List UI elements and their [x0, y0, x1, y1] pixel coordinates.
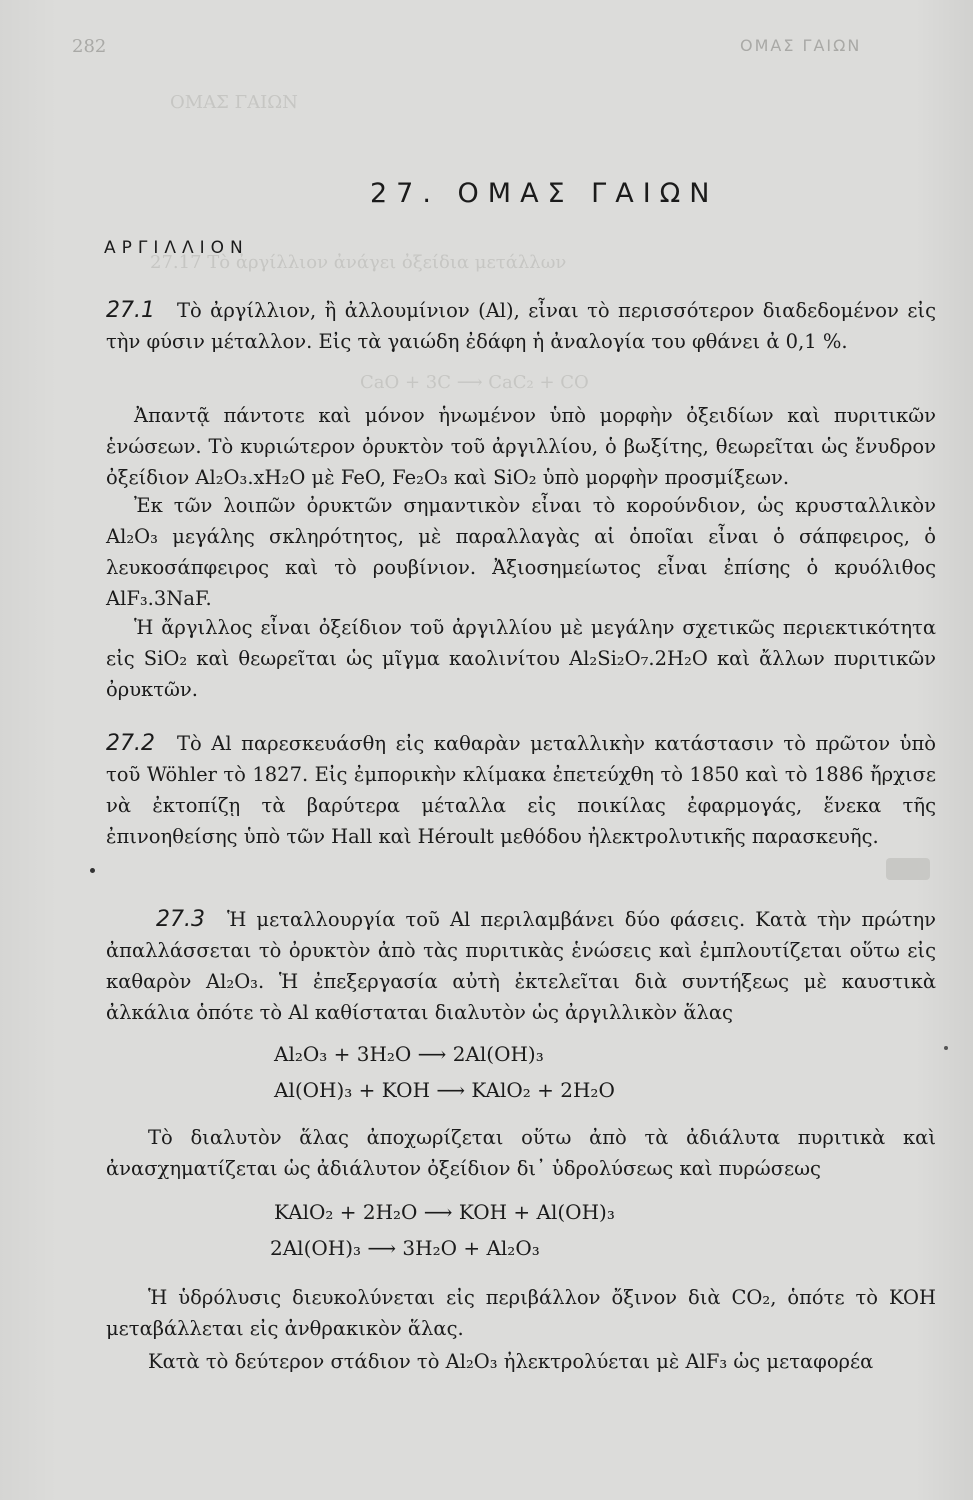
paragraph: Τὸ διαλυτὸν ἅλας ἀποχωρίζεται οὕτω ἀπὸ τὰ ἀδιάλυτα πυριτικὰ καὶ ἀνασχηματίζεται ὡς ἀδιάλυτον ὀξείδιον δι᾽ ὑδρολύσεως καὶ πυρώσεως: [106, 1126, 936, 1180]
paragraph: Ἐκ τῶν λοιπῶν ὀρυκτῶν σημαντικὸν εἶναι τὸ κορούνδιον, ὡς κρυσταλλικὸν Al₂O₃ μεγάλης σκληρότητος, μὲ παραλλαγὰς αἱ ὁποῖαι εἶναι ὁ σάπφειρος, ὁ λευκοσάπφειρος καὶ τὸ ρουβίνιον. Ἀξιοσημείωτος εἶναι ἐπίσης ὁ κρυόλιθος AlF₃.3NaF.: [106, 494, 936, 610]
scan-artifact: [90, 868, 95, 873]
bleed-through-text: 27.17 Τὸ ἀργίλλιον ἀνάγει ὀξείδια μετάλλων: [150, 252, 567, 273]
paragraph-text: Ἡ μεταλλουργία τοῦ Al περιλαμβάνει δύο φάσεις. Κατὰ τὴν πρώτην ἀπαλλάσσεται τὸ ὀρυκτὸν ἀπὸ τὰς πυριτικὰς ἑνώσεις καὶ ἐμπλουτίζεται οὕτω εἰς καθαρὸν Al₂O₃. Ἡ ἐπεξεργασία αὐτὴ ἐκτελεῖται διὰ συντήξεως μὲ καυστικὰ ἀλκάλια ὁπότε τὸ Al καθίσταται διαλυτὸν ὡς ἀργιλλικὸν ἅλας: [106, 908, 936, 1024]
paragraph: Ἡ ὑδρόλυσις διευκολύνεται εἰς περιβάλλον ὄξινον διὰ CO₂, ὁπότε τὸ KOH μεταβάλλεται εἰς ἀνθρακικὸν ἅλας.: [106, 1286, 936, 1340]
section-number: 27.3: [156, 907, 205, 932]
paragraph-27-3: [106, 904, 936, 1028]
equation: Al₂O₃ + 3H₂O ⟶ 2Al(OH)₃: [274, 1042, 544, 1066]
section-number: 27.2: [106, 731, 155, 756]
page-number: 282: [72, 36, 107, 57]
chapter-title: 27. ΟΜΑΣ ΓΑΙΩΝ: [370, 178, 719, 209]
scan-artifact: [886, 858, 930, 880]
paragraph-text: Τὸ ἀργίλλιον, ἢ ἀλλουμίνιον (Al), εἶναι τὸ περισσότερον διαδεδομένον εἰς τὴν φύσιν μέταλλον. Εἰς τὰ γαιώδη ἐδάφη ἡ ἀναλογία του φθάνει ἀ 0,1 %.: [106, 299, 936, 353]
section-title: ΑΡΓΙΛΛΙΟΝ: [104, 238, 249, 258]
equation: 2Al(OH)₃ ⟶ 3H₂O + Al₂O₃: [270, 1236, 540, 1260]
paragraph-text: Τὸ Al παρεσκευάσθη εἰς καθαρὰν μεταλλικὴν κατάστασιν τὸ πρῶτον ὑπὸ τοῦ Wöhler τὸ 1827. Εἰς ἐμπορικὴν κλίμακα ἐπετεύχθη τὸ 1850 καὶ τὸ 1886 ἤρχισε νὰ ἐκτοπίζῃ τὰ βαρύτερα μέταλλα εἰς ποικίλας ἐφαρμογάς, ἕνεκα τῆς ἐπινοηθείσης ὑπὸ τῶν Hall καὶ Héroult μεθόδου ἠλεκτρολυτικῆς παρασκευῆς.: [106, 732, 936, 848]
paragraph-27-1: [106, 295, 936, 357]
running-header: ΟΜΑΣ ΓΑΙΩΝ: [740, 36, 862, 55]
bleed-through-text: ΟΜΑΣ ΓΑΙΩΝ: [170, 92, 298, 113]
paragraph: Ἀπαντᾷ πάντοτε καὶ μόνον ἡνωμένον ὑπὸ μορφὴν ὀξειδίων καὶ πυριτικῶν ἑνώσεων. Τὸ κυριώτερον ὀρυκτὸν τοῦ ἀργιλλίου, ὁ βωξίτης, θεωρεῖται ὡς ἔνυδρον ὀξείδιον Al₂O₃.xH₂O μὲ FeO, Fe₂O₃ καὶ SiO₂ ὑπὸ μορφὴν προσμίξεων.: [106, 404, 936, 489]
equation: Al(OH)₃ + KOH ⟶ KAlO₂ + 2H₂O: [274, 1078, 615, 1102]
section-number: 27.1: [106, 298, 155, 323]
scan-artifact: [944, 1046, 948, 1050]
equation: KAlO₂ + 2H₂O ⟶ KOH + Al(OH)₃: [274, 1200, 615, 1224]
paragraph-27-2: [106, 728, 936, 852]
bleed-through-equation: CaO + 3C ⟶ CaC₂ + CO: [360, 372, 589, 393]
paragraph: Κατὰ τὸ δεύτερον στάδιον τὸ Al₂O₃ ἠλεκτρολύεται μὲ AlF₃ ὡς μεταφορέα: [148, 1350, 874, 1373]
paragraph: Ἡ ἄργιλλος εἶναι ὀξείδιον τοῦ ἀργιλλίου μὲ μεγάλην σχετικῶς περιεκτικότητα εἰς SiO₂ καὶ θεωρεῖται ὡς μῖγμα καολινίτου Al₂Si₂O₇.2H₂O καὶ ἄλλων πυριτικῶν ὀρυκτῶν.: [106, 616, 936, 701]
